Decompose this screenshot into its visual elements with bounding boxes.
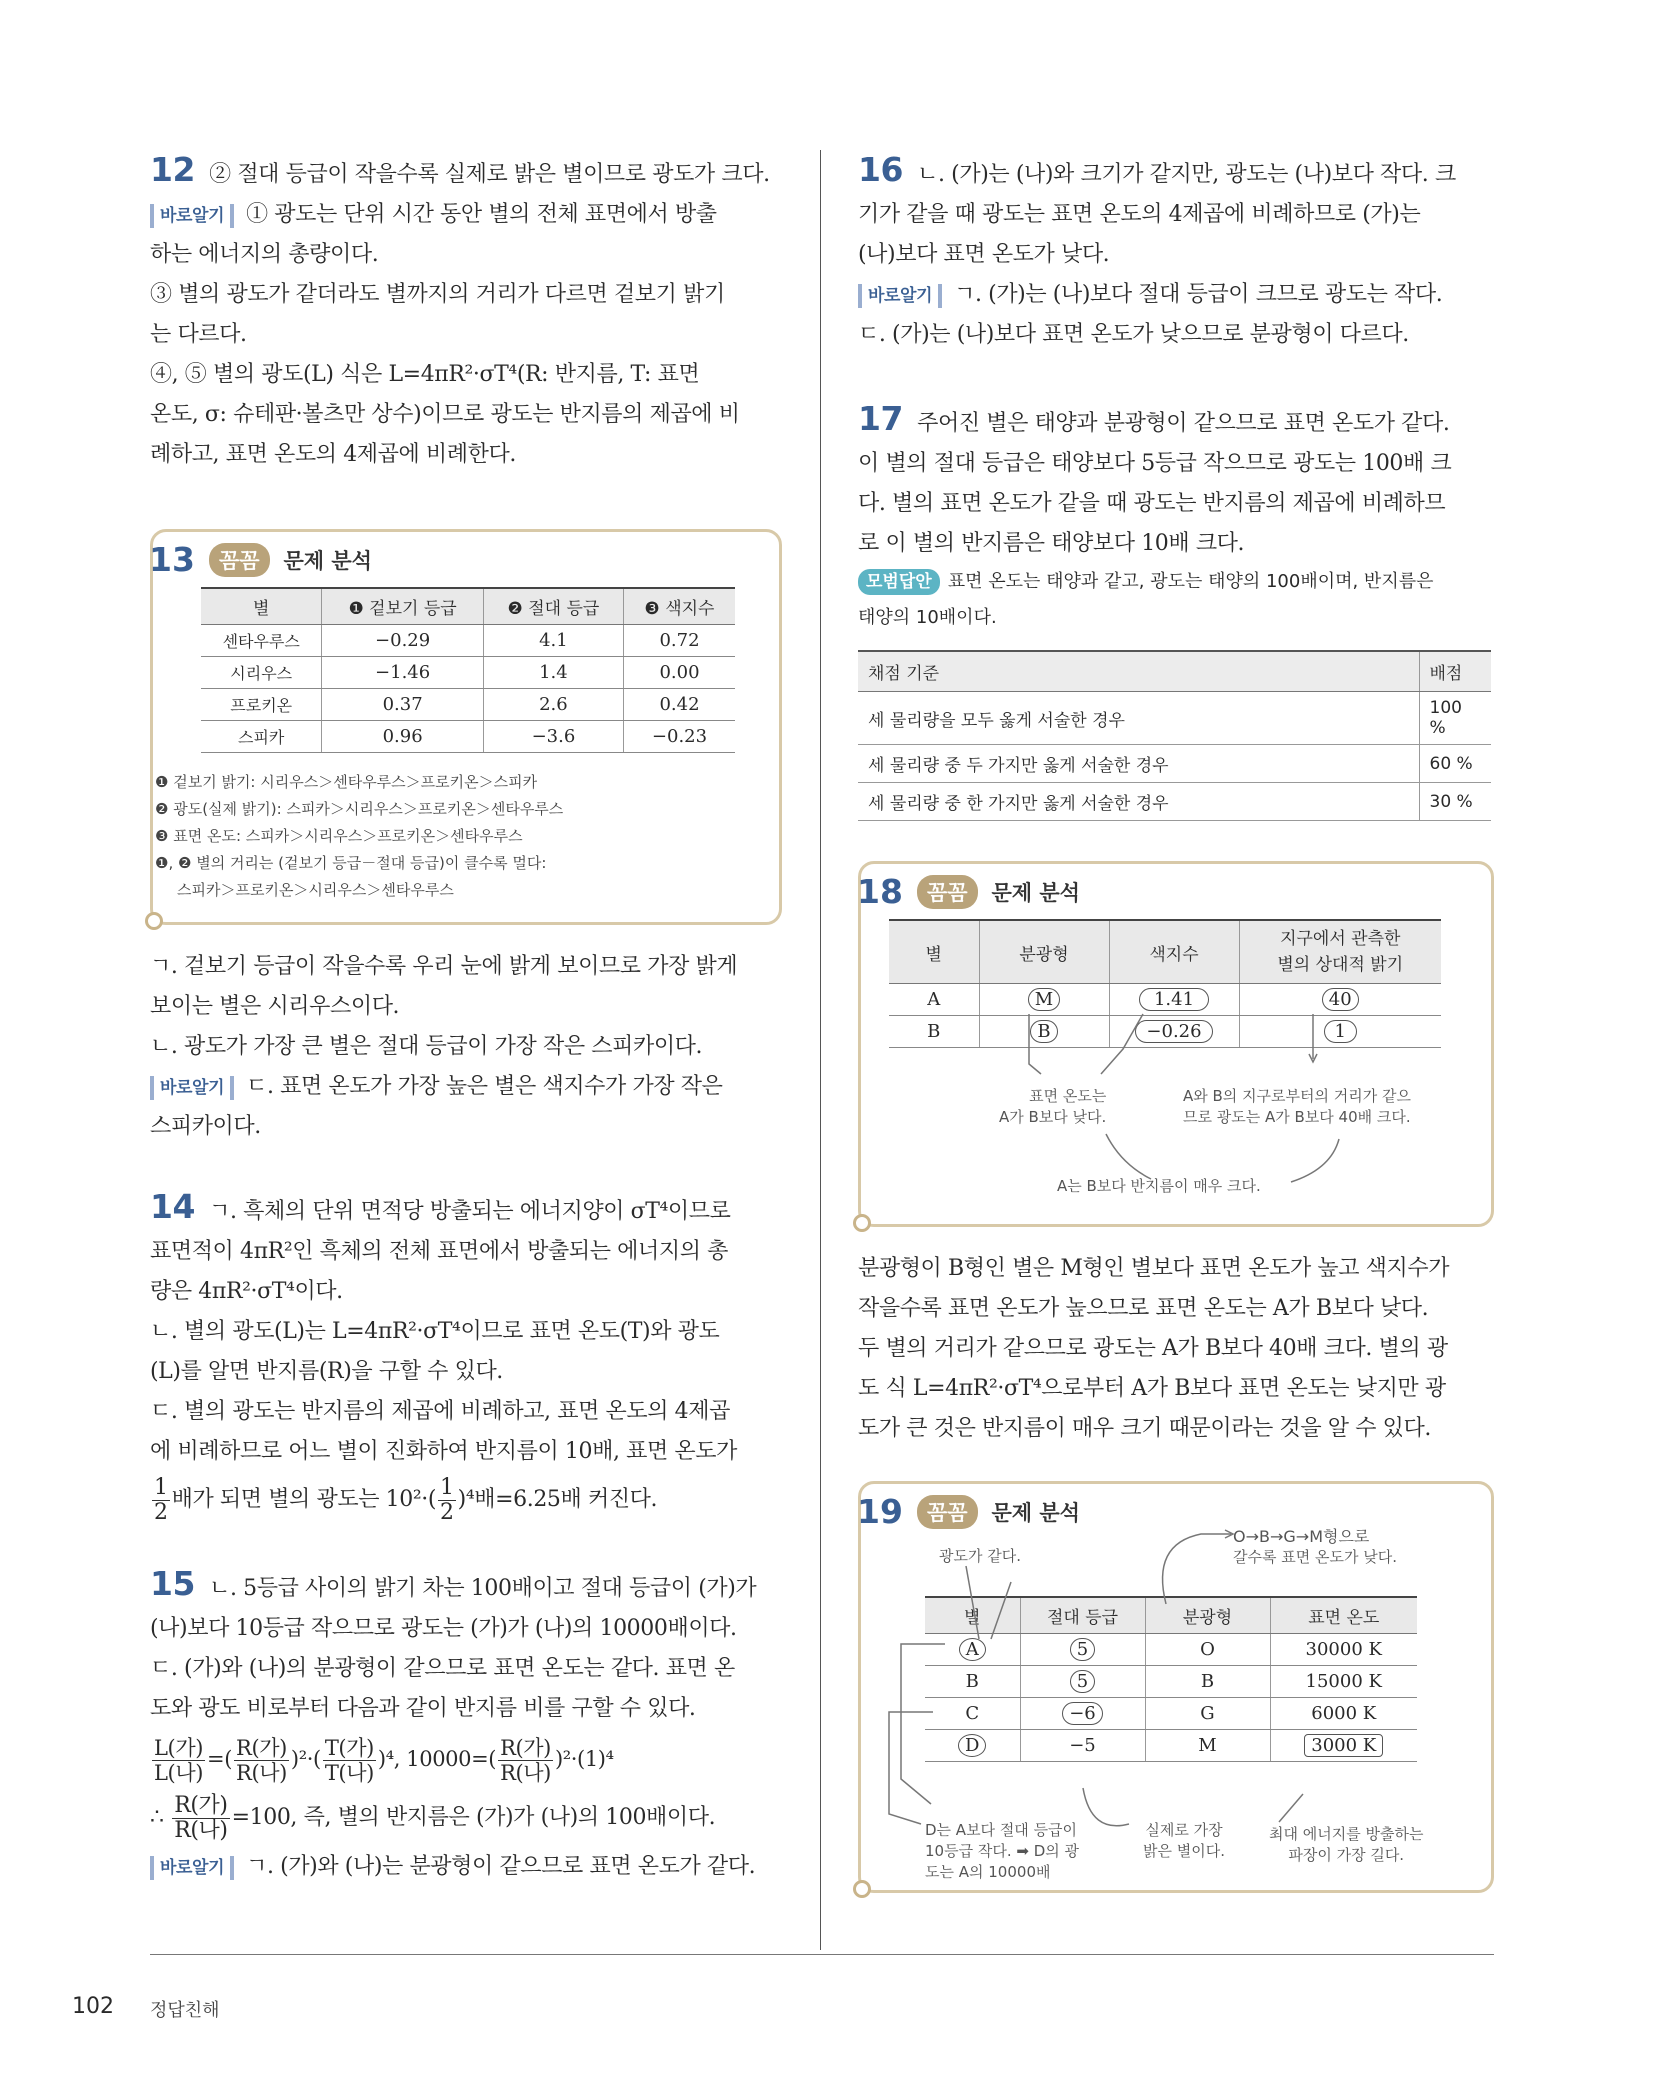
header-cell: ❷ 절대 등급 bbox=[483, 588, 623, 625]
table-cell: −5 bbox=[1020, 1730, 1145, 1762]
circled-value: −0.26 bbox=[1135, 1020, 1212, 1043]
header-line: 지구에서 관측한 bbox=[1280, 929, 1401, 949]
page-label: 정답친해 bbox=[150, 2000, 220, 2021]
circled-value: B bbox=[1030, 1020, 1057, 1043]
equation-line bbox=[150, 1789, 782, 1847]
baro-tag: 바로알기 bbox=[150, 1856, 234, 1880]
arrow-line bbox=[1163, 1534, 1231, 1604]
fraction bbox=[152, 1736, 205, 1785]
numerator: R(가) bbox=[500, 1736, 551, 1760]
table-cell: 30000 K bbox=[1270, 1634, 1417, 1666]
table-row bbox=[201, 689, 735, 721]
numerator: R(가) bbox=[236, 1736, 287, 1760]
annotation-text bbox=[999, 1086, 1106, 1128]
note-line: ❶, ❷ 별의 거리는 (겉보기 등급－절대 등급)이 클수록 멀다: bbox=[155, 854, 547, 872]
table-row bbox=[201, 657, 735, 689]
table-cell: C bbox=[925, 1698, 1020, 1730]
arrow-line bbox=[1106, 1134, 1151, 1179]
numerator: T(가) bbox=[324, 1736, 374, 1760]
table-cell: M bbox=[1145, 1730, 1270, 1762]
table-cell: 0.96 bbox=[322, 721, 483, 753]
question-number: 19 bbox=[857, 1492, 903, 1531]
table-cell: 2.6 bbox=[483, 689, 623, 721]
table-cell: B bbox=[925, 1666, 1020, 1698]
text-line: (나)보다 10등급 작으므로 광도는 (가)가 (나)의 10000배이다. bbox=[150, 1616, 737, 1641]
kkomkkom-badge: 꼼꼼 bbox=[917, 1495, 978, 1529]
denominator: R(나) bbox=[500, 1761, 551, 1785]
box-header bbox=[149, 540, 759, 579]
page-number: 102 bbox=[72, 1994, 114, 2019]
bottom-rule bbox=[150, 1954, 1494, 1955]
question-15 bbox=[150, 1564, 782, 1887]
denominator: 2 bbox=[154, 1499, 168, 1525]
header-cell: 배점 bbox=[1419, 651, 1491, 692]
question-number: 12 bbox=[150, 150, 196, 189]
denominator: 2 bbox=[440, 1499, 454, 1525]
table-cell: 프로키온 bbox=[201, 689, 322, 721]
table-cell: 0.72 bbox=[624, 625, 735, 657]
annotation-line: A와 B의 지구로부터의 거리가 같으 bbox=[1183, 1087, 1411, 1105]
note-line: ❷ 광도(실제 밝기): 스피카＞시리우스＞프로키온＞센타우루스 bbox=[155, 800, 564, 818]
question-number: 16 bbox=[858, 150, 904, 189]
text-line: 는 다르다. bbox=[150, 322, 247, 347]
fraction bbox=[234, 1736, 289, 1785]
annotation-line: 도는 A의 10000배 bbox=[925, 1863, 1051, 1881]
model-answer-tag: 모범답안 bbox=[858, 569, 940, 595]
text-line: ㄴ. 별의 광도(L)는 L=4πR²·σT⁴이므로 표면 온도(T)와 광도 bbox=[150, 1319, 720, 1344]
circled-value: −6 bbox=[1062, 1702, 1103, 1725]
table-cell: −3.6 bbox=[483, 721, 623, 753]
numerator: L(가) bbox=[154, 1736, 204, 1760]
table-cell: −0.23 bbox=[624, 721, 735, 753]
annotation-text bbox=[1143, 1820, 1225, 1862]
denominator: L(나) bbox=[154, 1761, 204, 1785]
question-14 bbox=[150, 1187, 782, 1528]
circled-value: A bbox=[959, 1638, 986, 1661]
header-cell: 분광형 bbox=[979, 920, 1109, 984]
text-line: ㄴ. (가)는 (나)와 크기가 같지만, 광도는 (나)보다 작다. 크 bbox=[917, 162, 1456, 187]
text-line: 보이는 별은 시리우스이다. bbox=[150, 994, 400, 1019]
note-line: ❸ 표면 온도: 스피카＞시리우스＞프로키온＞센타우루스 bbox=[155, 827, 523, 845]
text-line: ㄷ. (가)와 (나)의 분광형이 같으므로 표면 온도는 같다. 표면 온 bbox=[150, 1656, 735, 1681]
table-cell: 4.1 bbox=[483, 625, 623, 657]
text-line: ㄱ. 겉보기 등급이 작을수록 우리 눈에 밝게 보이므로 가장 밝게 bbox=[150, 954, 738, 979]
header-cell: ❶ 겉보기 등급 bbox=[322, 588, 483, 625]
header-cell: 색지수 bbox=[1109, 920, 1239, 984]
question-number: 18 bbox=[857, 872, 903, 911]
table-cell: 1.4 bbox=[483, 657, 623, 689]
table-cell: B bbox=[1145, 1666, 1270, 1698]
table-cell: 세 물리량을 모두 옳게 서술한 경우 bbox=[858, 692, 1419, 745]
header-cell: 별 bbox=[889, 920, 979, 984]
left-column bbox=[150, 150, 782, 1941]
text-line: ㄷ. 별의 광도는 반지름의 제곱에 비례하고, 표면 온도의 4제곱 bbox=[150, 1399, 730, 1424]
text-line: 주어진 별은 태양과 분광형이 같으므로 표면 온도가 같다. bbox=[917, 411, 1450, 436]
baro-tag: 바로알기 bbox=[150, 204, 234, 228]
analysis-notes bbox=[155, 769, 759, 904]
header-cell: 채점 기준 bbox=[858, 651, 1419, 692]
scoring-table bbox=[858, 650, 1491, 821]
numerator: 1 bbox=[154, 1474, 168, 1500]
circled-value: 5 bbox=[1070, 1638, 1095, 1661]
table-row bbox=[201, 721, 735, 753]
baro-tag: 바로알기 bbox=[150, 1076, 234, 1100]
table-row bbox=[858, 692, 1491, 745]
fraction bbox=[152, 1476, 170, 1525]
text-line: )⁴배=6.25배 커진다. bbox=[457, 1487, 658, 1512]
text-line: 표면적이 4πR²인 흑체의 전체 표면에서 방출되는 에너지의 총 bbox=[150, 1239, 728, 1264]
text-line: 에 비례하므로 어느 별이 진화하여 반지름이 10배, 표면 온도가 bbox=[150, 1439, 737, 1464]
annotation-text bbox=[1183, 1086, 1411, 1128]
question-number: 15 bbox=[150, 1564, 196, 1603]
header-cell: 절대 등급 bbox=[1020, 1597, 1145, 1634]
text-line: 다. 별의 표면 온도가 같을 때 광도는 반지름의 제곱에 비례하므 bbox=[858, 491, 1446, 516]
text-line: ④, ⑤ 별의 광도(L) 식은 L=4πR²·σT⁴(R: 반지름, T: 표면 bbox=[150, 362, 700, 387]
kkomkkom-badge: 꼼꼼 bbox=[209, 543, 270, 577]
table-cell: 센타우루스 bbox=[201, 625, 322, 657]
text-line: 배가 되면 별의 광도는 10²·( bbox=[171, 1487, 437, 1512]
arrow-line bbox=[991, 1582, 1011, 1639]
table-row bbox=[201, 625, 735, 657]
table-cell: 0.00 bbox=[624, 657, 735, 689]
circled-value: D bbox=[958, 1734, 986, 1757]
text-line: ㄱ. (가)와 (나)는 분광형이 같으므로 표면 온도가 같다. bbox=[246, 1854, 756, 1879]
fraction bbox=[438, 1476, 456, 1525]
question-13 bbox=[150, 529, 782, 1147]
arrow-line bbox=[1279, 1794, 1303, 1822]
kkomkkom-badge: 꼼꼼 bbox=[917, 875, 978, 909]
header-cell: 표면 온도 bbox=[1270, 1597, 1417, 1634]
box-title: 문제 분석 bbox=[991, 1500, 1080, 1525]
table-row bbox=[858, 745, 1491, 783]
arrow-line bbox=[1083, 1788, 1129, 1826]
table-cell: 0.37 bbox=[322, 689, 483, 721]
annotation-text bbox=[925, 1820, 1079, 1883]
text-line: 기가 같을 때 광도는 표면 온도의 4제곱에 비례하므로 (가)는 bbox=[858, 202, 1421, 227]
text-line: 례하고, 표면 온도의 4제곱에 비례한다. bbox=[150, 442, 516, 467]
text-line: 량은 4πR²·σT⁴이다. bbox=[150, 1279, 343, 1304]
table-cell: O bbox=[1145, 1634, 1270, 1666]
right-column bbox=[858, 150, 1494, 1947]
annotation-line: 실제로 가장 bbox=[1145, 1821, 1223, 1839]
annotation-text bbox=[1269, 1824, 1423, 1866]
circled-value: 5 bbox=[1070, 1670, 1095, 1693]
denominator: T(나) bbox=[324, 1761, 374, 1785]
annotation-line: 므로 광도는 A가 B보다 40배 크다. bbox=[1183, 1108, 1411, 1126]
therefore-symbol: ∴ bbox=[150, 1805, 164, 1830]
circled-value: 1 bbox=[1324, 1020, 1357, 1043]
text-line: ㄱ. (가)는 (나)보다 절대 등급이 크므로 광도는 작다. bbox=[954, 282, 1443, 307]
text-line: (L)를 알면 반지름(R)을 구할 수 있다. bbox=[150, 1359, 503, 1384]
table-cell: B bbox=[889, 1016, 979, 1048]
text-line: ㄷ. 표면 온도가 가장 높은 별은 색지수가 가장 작은 bbox=[246, 1074, 723, 1099]
table-cell: 15000 K bbox=[1270, 1666, 1417, 1698]
table-cell: 스피카 bbox=[201, 721, 322, 753]
text-line: 하는 에너지의 총량이다. bbox=[150, 242, 379, 267]
equation-text: ·(1)⁴ bbox=[570, 1747, 614, 1771]
arrow-line bbox=[966, 1566, 979, 1639]
question-18 bbox=[858, 861, 1494, 1449]
text-line: 이 별의 절대 등급은 태양보다 5등급 작으므로 광도는 100배 크 bbox=[858, 451, 1452, 476]
analysis-box bbox=[858, 1481, 1494, 1893]
annotation-line: 파장이 가장 길다. bbox=[1288, 1846, 1405, 1864]
text-line: ㄷ. (가)는 (나)보다 표면 온도가 낮으므로 분광형이 다르다. bbox=[858, 322, 1409, 347]
table-cell: 세 물리량 중 한 가지만 옳게 서술한 경우 bbox=[858, 783, 1419, 821]
equation-line: $\frac{\text{L(가)}}{\text{L(나)}}$ =( $\frac{\text{R(가)}}{\text{R(나)}}$ )²·( $\frac{\text{T(가)}}{\text{T(나)}}$ )⁴, 10000=( $\frac{\text{R(가)}}{\text{R(나)}}$ )²·(1)⁴ bbox=[154, 1736, 614, 1785]
text-line: 스피카이다. bbox=[150, 1114, 261, 1139]
text-line: 분광형이 B형인 별은 M형인 별보다 표면 온도가 높고 색지수가 bbox=[858, 1256, 1450, 1281]
circled-value: M bbox=[1028, 988, 1060, 1011]
fraction bbox=[498, 1736, 553, 1785]
text-line: 로 이 별의 반지름은 태양보다 10배 크다. bbox=[858, 531, 1245, 556]
model-answer bbox=[858, 564, 1494, 600]
fraction bbox=[323, 1736, 376, 1785]
table-cell: 6000 K bbox=[1270, 1698, 1417, 1730]
text-line: 도 식 L=4πR²·σT⁴으로부터 A가 B보다 표면 온도는 낮지만 광 bbox=[858, 1376, 1446, 1401]
table-cell: 시리우스 bbox=[201, 657, 322, 689]
annotation-line: 광도가 같다. bbox=[939, 1547, 1021, 1565]
numerator: 1 bbox=[440, 1474, 454, 1500]
text-line: (나)보다 표면 온도가 낮다. bbox=[858, 242, 1110, 267]
denominator: R(나) bbox=[236, 1761, 287, 1785]
header-cell: 분광형 bbox=[1145, 1597, 1270, 1634]
circled-value: 40 bbox=[1322, 988, 1359, 1011]
table-cell: G bbox=[1145, 1698, 1270, 1730]
arrow-line bbox=[889, 1712, 933, 1824]
question-16 bbox=[858, 150, 1494, 355]
arrow-line bbox=[1029, 1014, 1041, 1074]
text-line: ㄴ. 광도가 가장 큰 별은 절대 등급이 가장 작은 스피카이다. bbox=[150, 1034, 703, 1059]
annotation-line: D는 A보다 절대 등급이 bbox=[925, 1821, 1078, 1839]
analysis-box bbox=[858, 861, 1494, 1227]
fraction bbox=[172, 1794, 229, 1843]
text-line: 작을수록 표면 온도가 높으므로 표면 온도는 A가 B보다 낮다. bbox=[858, 1296, 1429, 1321]
note-line: 스피카＞프로키온＞시리우스＞센타우루스 bbox=[177, 881, 454, 899]
question-number: 17 bbox=[858, 399, 904, 438]
note-line: ❶ 겉보기 밝기: 시리우스＞센타우루스＞프로키온＞스피카 bbox=[155, 773, 538, 791]
annotation-line: 갈수록 표면 온도가 낮다. bbox=[1233, 1548, 1397, 1566]
box-title: 문제 분석 bbox=[283, 548, 372, 573]
table-header-row bbox=[201, 588, 735, 625]
question-number: 14 bbox=[150, 1187, 196, 1226]
column-divider bbox=[820, 150, 821, 1950]
arrow-line bbox=[1101, 1014, 1143, 1074]
text-line: 도와 광도 비로부터 다음과 같이 반지름 비를 구할 수 있다. bbox=[150, 1696, 696, 1721]
annotation-line: 표면 온도는 bbox=[1029, 1087, 1107, 1105]
text-line: ② 절대 등급이 작을수록 실제로 밝은 별이므로 광도가 크다. bbox=[209, 162, 770, 187]
table-cell: 60 % bbox=[1419, 745, 1491, 783]
equation-text: , 10000= bbox=[393, 1747, 489, 1771]
header-cell: 별 bbox=[925, 1597, 1020, 1634]
table-cell: −0.29 bbox=[322, 625, 483, 657]
arrow-line bbox=[1291, 1139, 1339, 1182]
annotation-line: A는 B보다 반지름이 매우 크다. bbox=[1057, 1177, 1261, 1195]
text-line: 도가 큰 것은 반지름이 매우 크기 때문이라는 것을 알 수 있다. bbox=[858, 1416, 1431, 1441]
header-cell: ❸ 색지수 bbox=[624, 588, 735, 625]
denominator: R(나) bbox=[174, 1817, 228, 1843]
question-19 bbox=[858, 1481, 1494, 1893]
table-cell: 100 % bbox=[1419, 692, 1491, 745]
annotation-line: 밝은 별이다. bbox=[1143, 1842, 1225, 1860]
text-line: 두 별의 거리가 같으므로 광도는 A가 B보다 40배 크다. 별의 광 bbox=[858, 1336, 1448, 1361]
question-17 bbox=[858, 399, 1494, 821]
circled-value: 1.41 bbox=[1139, 988, 1209, 1011]
table-cell: −1.46 bbox=[322, 657, 483, 689]
header-cell: 별 bbox=[201, 588, 322, 625]
table-cell: 30 % bbox=[1419, 783, 1491, 821]
header-line: 별의 상대적 밝기 bbox=[1277, 955, 1404, 975]
table-header-row bbox=[858, 651, 1491, 692]
text-line: =100, 즉, 별의 반지름은 (가)가 (나)의 100배이다. bbox=[231, 1805, 716, 1830]
annotation-line: 최대 에너지를 방출하는 bbox=[1269, 1825, 1424, 1843]
annotation-line: O→B→G→M형으로 bbox=[1233, 1527, 1370, 1546]
question-number: 13 bbox=[149, 540, 195, 579]
analysis-box bbox=[150, 529, 782, 925]
text-line: 온도, σ: 슈테판·볼츠만 상수)이므로 광도는 반지름의 제곱에 비 bbox=[150, 402, 740, 427]
arrow-line bbox=[901, 1644, 945, 1804]
table-cell: A bbox=[889, 984, 979, 1016]
question-12 bbox=[150, 150, 782, 475]
box-title: 문제 분석 bbox=[991, 880, 1080, 905]
annotation-line: 10등급 작다. ➡ D의 광 bbox=[925, 1842, 1079, 1860]
star-table bbox=[201, 587, 735, 753]
table-cell: 세 물리량 중 두 가지만 옳게 서술한 경우 bbox=[858, 745, 1419, 783]
text-line: 태양의 10배이다. bbox=[858, 607, 997, 628]
numerator: R(가) bbox=[174, 1792, 228, 1818]
fraction-line bbox=[150, 1472, 782, 1528]
text-line: ㄴ. 5등급 사이의 밝기 차는 100배이고 절대 등급이 (가)가 bbox=[209, 1576, 757, 1601]
text-line: ③ 별의 광도가 같더라도 별까지의 거리가 다르면 겉보기 밝기 bbox=[150, 282, 725, 307]
baro-tag: 바로알기 bbox=[858, 284, 942, 308]
text-line: ㄱ. 흑체의 단위 면적당 방출되는 에너지양이 σT⁴이므로 bbox=[209, 1199, 731, 1224]
text-line: 표면 온도는 태양과 같고, 광도는 태양의 100배이며, 반지름은 bbox=[947, 571, 1434, 592]
circled-value: 3000 K bbox=[1304, 1734, 1383, 1757]
text-line: ① 광도는 단위 시간 동안 별의 전체 표면에서 방출 bbox=[246, 202, 717, 227]
annotation-line: A가 B보다 낮다. bbox=[999, 1108, 1107, 1126]
table-row bbox=[858, 783, 1491, 821]
table-cell: 0.42 bbox=[624, 689, 735, 721]
